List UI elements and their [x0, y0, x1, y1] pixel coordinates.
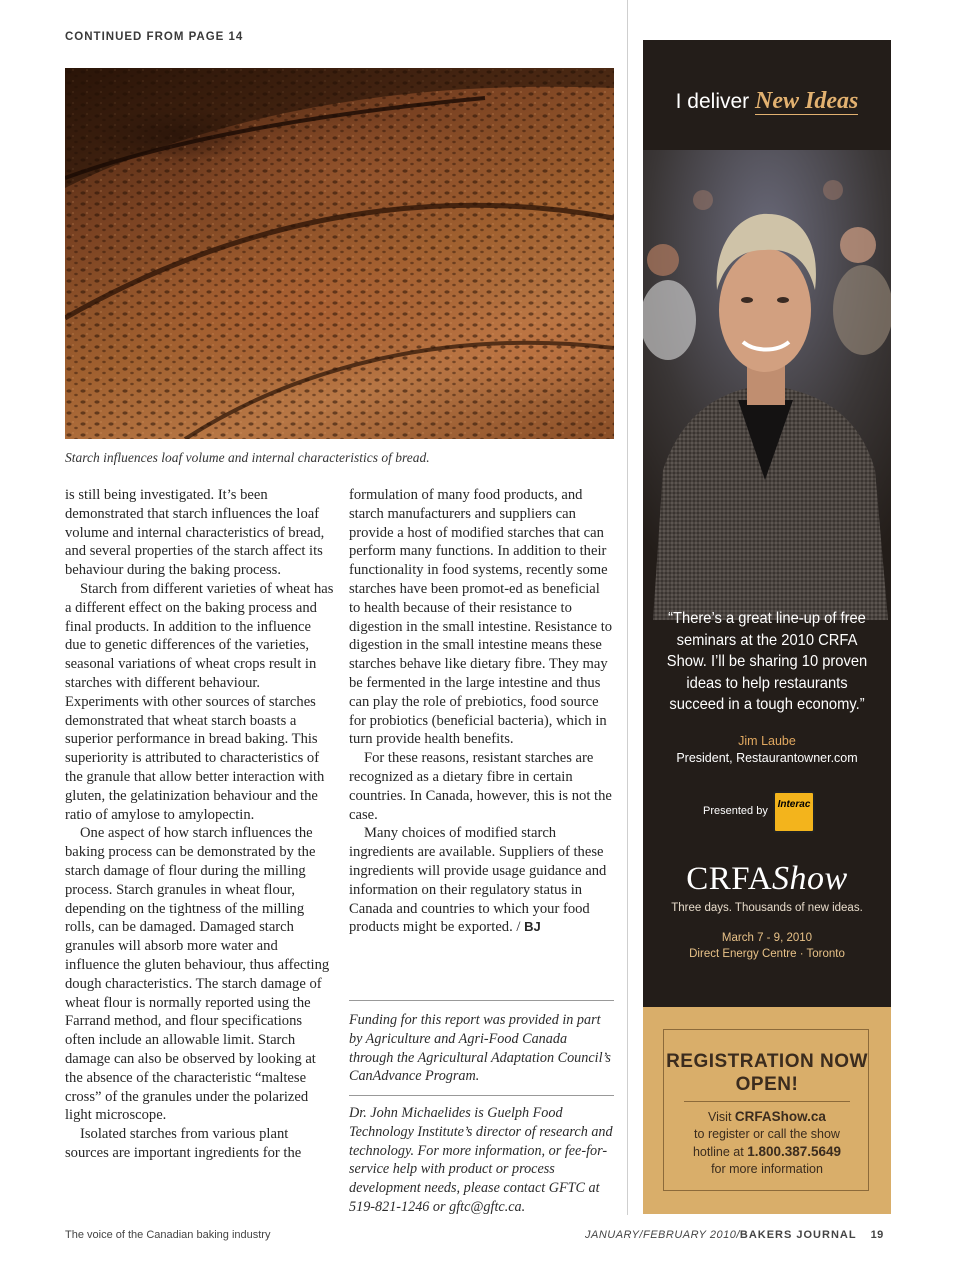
footer-issue-info — [585, 1229, 884, 1241]
show-dates — [643, 930, 891, 962]
author-note: Dr. John Michaelides is Guelph Food Technology Institute’s director of research and technology. For more information, or fee-for-service help with product or process development needs, please contact GFTC at 519-821-1246 or gftc@gftc.ca. — [349, 1105, 613, 1215]
speaker-name: Jim Laube — [738, 734, 796, 748]
show-word: Show — [772, 860, 848, 897]
paragraph: formulation of many food products, and starch manufacturers and suppliers can provide a host of modified starches that can perform many functions. In addition to their functionality in food systems, recently some starches have been promot-ed as beneficial to health because of their resistance to digestion in the small intestine. Resistance to digestion in the small intestine means these starches behave like dietary fibre. They may be fermented in the large intestine and thus can play the role of prebiotics, food source for probiotics (beneficial bacteria), which in turn provide health benefits. — [349, 487, 613, 748]
divider — [349, 1095, 614, 1096]
show-tagline: Three days. Thousands of new ideas. — [671, 902, 863, 914]
publication-name: BAKERS JOURNAL — [739, 1229, 857, 1241]
paragraph: One aspect of how starch influences the baking process can be demonstrated by the starch damage of flour during the milling process. Starch granules in wheat flour, depending on the tightness of the milling rolls, can be damaged. Damaged starch granules will absorb more water and influence the gluten behaviour, thus affecting dough characteristics. The starch damage of wheat flour is normally reported using the Farrand method, and flour specifications often include an allowable limit. Starch damage can also be observed by looking at the absence of the characteristic “maltese cross” of the granules under the polarized light microscope. — [65, 825, 330, 1124]
more-info-text: for more information — [711, 1162, 823, 1176]
paragraph: is still being investigated. It’s been demonstrated that starch influences the loaf volume and internal characteristics of bread, and several properties of the starch affect its behaviour during the baking process. — [65, 487, 325, 579]
issue-date: JANUARY/FEBRUARY 2010 — [585, 1229, 737, 1241]
paragraph — [349, 824, 614, 937]
article-column-2 — [349, 486, 614, 937]
ad-headline — [643, 88, 891, 115]
crfa-show-logo — [643, 860, 891, 898]
ad-headline-prefix: I deliver — [675, 90, 750, 113]
registration-panel — [643, 1007, 891, 1214]
show-venue: Direct Energy Centre · Toronto — [689, 948, 845, 960]
ad-quote: “There’s a great line-up of free seminars at the 2010 CRFA Show. I’ll be sharing 10 proven ideas to help restaurants succeed in a tough economy.” — [666, 610, 868, 713]
sponsor-logo-text: Interac — [777, 799, 811, 810]
photo-caption: Starch influences loaf volume and internal characteristics of bread. — [65, 450, 430, 465]
crfa-advertisement[interactable] — [643, 40, 891, 1214]
hotline-label: hotline at — [692, 1145, 744, 1159]
paragraph: Isolated starches from various plant sources are important ingredients for the — [65, 1126, 302, 1161]
visit-label: Visit — [708, 1110, 732, 1124]
registration-divider — [684, 1101, 850, 1102]
issue-separator: / — [736, 1229, 740, 1241]
signoff: BJ — [524, 919, 541, 935]
funding-note: Funding for this report was provided in part by Agriculture and Agri-Food Canada through the Agricultural Adaptation Council’s CanAdvance Program. — [349, 1012, 611, 1085]
paragraph-text: Many choices of modified starch ingredients are available. Suppliers of these ingredients will provide usage guidance and information on their regulatory status in Canada and countries to which your food products might be exported. / — [349, 825, 607, 936]
website-link[interactable]: CRFAShow.ca — [734, 1109, 826, 1124]
registration-heading: REGISTRATION NOW OPEN! — [666, 1051, 868, 1095]
speaker-title: President, Restaurantowner.com — [676, 751, 858, 765]
page-number: 19 — [870, 1229, 884, 1241]
ad-headline-emphasis: New Ideas — [755, 88, 859, 114]
show-name: CRFA — [686, 861, 773, 897]
register-text: to register or call the show — [694, 1127, 840, 1141]
article-column-1 — [65, 486, 335, 1163]
interac-logo — [773, 791, 815, 833]
registration-box — [663, 1029, 869, 1191]
presented-by-label: Presented by — [703, 805, 768, 817]
footer-tagline: The voice of the Canadian baking industry — [65, 1229, 271, 1241]
registration-details — [664, 1108, 870, 1178]
column-divider — [627, 0, 628, 1215]
paragraph: For these reasons, resistant starches are recognized as a dietary fibre in certain countries. In Canada, however, this is not the case. — [349, 750, 612, 823]
show-date-range: March 7 - 9, 2010 — [721, 932, 813, 944]
continued-from-label: CONTINUED FROM PAGE 14 — [65, 31, 244, 43]
bread-photo — [65, 68, 614, 439]
paragraph: Starch from different varieties of wheat has a different effect on the baking process and final products. In addition to the influence due to genetic differences of the varieties, seasonal variations of wheat crops result in starches with different behaviour. Experiments with other sources of starches demonstrated that wheat starch boasts a superior performance in bread baking. This superiority is attributed to characteristics of the granule that allow better interaction with gluten, the gelatinization behaviour and the ratio of amylose to amylopectin. — [65, 580, 334, 823]
divider — [349, 1000, 614, 1001]
speaker-photo — [643, 150, 891, 620]
hotline-number[interactable]: 1.800.387.5649 — [747, 1144, 842, 1159]
